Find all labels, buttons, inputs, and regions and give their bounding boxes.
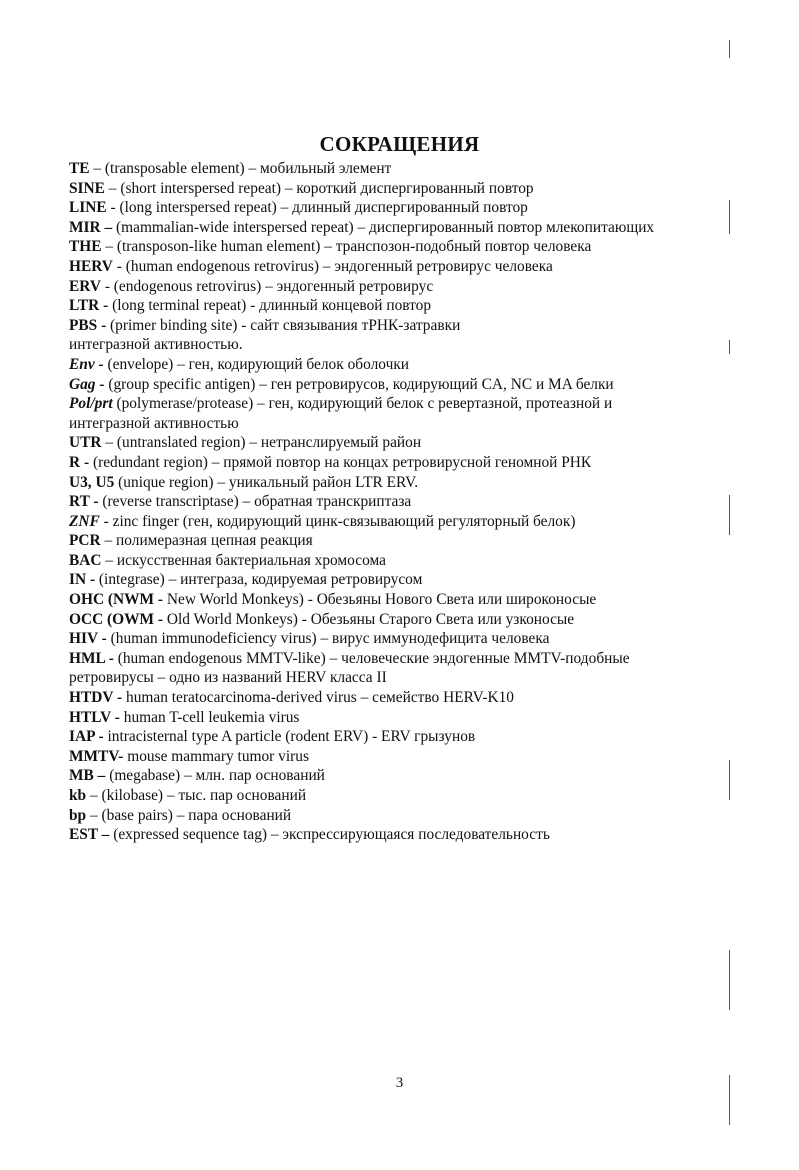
abbreviation-term: OCC (OWM - — [69, 610, 164, 628]
abbreviation-term: PBS - — [69, 316, 107, 334]
abbreviation-definition: (envelope) – ген, кодирующий белок оболочки — [103, 355, 410, 373]
abbreviation-definition: – (base pairs) – пара оснований — [86, 806, 292, 824]
abbreviation-term: MMTV- — [69, 747, 124, 765]
abbreviation-term: EST – — [69, 826, 110, 844]
abbreviation-definition: – (transposable element) – мобильный элемент — [89, 160, 392, 177]
abbreviation-entry — [69, 375, 729, 395]
abbreviation-entry — [69, 355, 729, 375]
abbreviation-definition: (group specific antigen) – ген ретровирусов, кодирующий CA, NC и MA белки — [104, 375, 614, 393]
abbreviation-term: R - — [69, 453, 90, 471]
abbreviation-entry — [69, 159, 729, 179]
abbreviation-term: RT - — [69, 493, 99, 511]
scan-edge-mark — [729, 760, 730, 800]
abbreviation-definition: (human immunodeficiency virus) – вирус иммунодефицита человека — [106, 630, 550, 648]
abbreviation-definition: (megabase) – млн. пар оснований — [105, 767, 325, 785]
abbreviation-entry — [69, 316, 729, 336]
abbreviation-entry — [69, 473, 729, 493]
abbreviation-entry — [69, 433, 729, 453]
abbreviation-definition: (primer binding site) - сайт связывания тРНК-затравки — [106, 316, 461, 334]
abbreviation-definition: – искусственная бактериальная хромосома — [101, 551, 386, 569]
abbreviation-definition: – (kilobase) – тыс. пар оснований — [86, 787, 307, 804]
abbreviation-entry — [69, 296, 729, 316]
abbreviation-term: PCR — [69, 532, 101, 550]
abbreviation-entry — [69, 708, 729, 728]
abbreviation-definition: (long terminal repeat) - длинный концевой повтор — [108, 297, 432, 315]
page-number: 3 — [395, 1075, 404, 1091]
scan-edge-mark — [729, 495, 730, 535]
abbreviation-definition: (unique region) – уникальный район LTR ERV. — [114, 473, 419, 491]
abbreviation-term: ERV — [69, 277, 101, 295]
abbreviation-definition: – (short interspersed repeat) – короткий диспергированный повтор — [104, 179, 534, 197]
abbreviation-entry — [69, 786, 729, 806]
abbreviation-term: IAP - — [69, 728, 104, 746]
abbreviation-term: U3, U5 — [69, 473, 115, 491]
abbreviation-entry — [69, 179, 729, 199]
abbreviation-entry — [69, 394, 729, 414]
abbreviation-entry — [69, 257, 729, 277]
abbreviation-term: LTR - — [69, 297, 109, 315]
abbreviation-definition: human teratocarcinoma-derived virus – семейство HERV-K10 — [122, 689, 514, 707]
abbreviation-entry — [69, 277, 729, 297]
scan-edge-mark — [729, 950, 730, 1010]
scan-edge-mark — [729, 40, 730, 58]
abbreviation-entry — [69, 649, 729, 669]
abbreviation-entry — [69, 629, 729, 649]
abbreviation-term: Env - — [69, 355, 104, 373]
abbreviation-entry — [69, 414, 729, 434]
abbreviation-entry — [69, 335, 729, 355]
abbreviation-definition: - (long interspersed repeat) – длинный диспергированный повтор — [106, 199, 528, 217]
abbreviation-term: HML - — [69, 649, 114, 667]
abbreviation-definition: mouse mammary tumor virus — [123, 747, 309, 765]
abbreviation-definition: (mammalian-wide interspersed repeat) – диспергированный повтор млекопитающих — [112, 218, 655, 236]
abbreviation-definition: human T-cell leukemia virus — [119, 708, 300, 726]
abbreviation-definition: intracisternal type A particle (rodent ERV) - ERV грызунов — [103, 728, 476, 746]
abbreviation-entry — [69, 453, 729, 473]
abbreviation-term: kb — [69, 787, 87, 804]
scan-edge-mark — [729, 340, 730, 354]
abbreviation-entry — [69, 512, 729, 532]
abbreviation-term: ZNF — [69, 512, 100, 530]
scan-edge-mark — [729, 1075, 730, 1125]
abbreviation-definition: - (human endogenous retrovirus) – эндогенный ретровирус человека — [112, 257, 553, 275]
abbreviation-term: OHC (NWM - — [69, 591, 164, 609]
abbreviation-definition: - zinc finger (ген, кодирующий цинк-связывающий регуляторный белок) — [99, 512, 576, 530]
abbreviation-definition: (reverse transcriptase) – обратная транскриптаза — [98, 493, 412, 511]
abbreviation-definition: – (untranslated region) – нетранслируемый район — [101, 434, 422, 452]
abbreviation-definition: интегразной активностью. — [69, 336, 243, 354]
abbreviation-term: SINE — [69, 179, 105, 197]
abbreviation-definition: (integrase) – интеграза, кодируемая ретровирусом — [95, 571, 423, 589]
abbreviation-term: HIV - — [69, 630, 107, 648]
abbreviation-term: IN - — [69, 571, 96, 589]
abbreviation-term: MIR – — [69, 218, 113, 236]
abbreviation-entry — [69, 727, 729, 747]
abbreviation-definition: (expressed sequence tag) – экспрессирующаяся последовательность — [109, 826, 550, 844]
abbreviation-definition: (polymerase/protease) – ген, кодирующий белок с ревертазной, протеазной и — [112, 395, 613, 413]
abbreviation-entry — [69, 766, 729, 786]
abbreviation-term: LINE — [69, 199, 107, 217]
abbreviation-entry — [69, 688, 729, 708]
abbreviation-term: HTDV - — [69, 689, 123, 707]
abbreviation-definition: New World Monkeys) - Обезьяны Нового Света или широконосые — [163, 591, 597, 609]
abbreviation-term: UTR — [69, 434, 102, 452]
abbreviation-entry — [69, 570, 729, 590]
abbreviation-entry — [69, 610, 729, 630]
abbreviation-term: bp — [69, 806, 87, 824]
page-title: СОКРАЩЕНИЯ — [319, 132, 480, 156]
abbreviation-term: THE — [69, 238, 102, 256]
abbreviation-entry — [69, 825, 729, 845]
abbreviation-entry — [69, 668, 729, 688]
abbreviation-entry — [69, 237, 729, 257]
abbreviation-term: HERV — [69, 257, 113, 275]
abbreviation-definition: (redundant region) – прямой повтор на концах ретровирусной геномной РНК — [89, 453, 592, 471]
abbreviation-term: Gag - — [69, 375, 105, 393]
abbreviation-definition: Old World Monkeys) - Обезьяны Старого Света или узконосые — [163, 610, 575, 628]
abbreviation-entry — [69, 806, 729, 826]
scan-edge-mark — [729, 200, 730, 234]
abbreviation-entry — [69, 218, 729, 238]
abbreviation-list — [69, 159, 729, 845]
abbreviation-term: Pol/prt — [69, 395, 113, 413]
abbreviation-term: BAC — [69, 551, 102, 569]
abbreviation-definition: – полимеразная цепная реакция — [100, 532, 313, 550]
abbreviation-definition: - (endogenous retrovirus) – эндогенный ретровирус — [100, 277, 434, 295]
abbreviation-term: MB – — [69, 767, 106, 785]
abbreviation-definition: – (transposon-like human element) – транспозон-подобный повтор человека — [101, 238, 592, 256]
abbreviation-definition: ретровирусы – одно из названий HERV класса II — [69, 669, 387, 687]
abbreviation-entry — [69, 531, 729, 551]
abbreviation-entry — [69, 747, 729, 767]
abbreviation-entry — [69, 551, 729, 571]
abbreviation-entry — [69, 198, 729, 218]
abbreviation-definition: (human endogenous MMTV-like) – человеческие эндогенные MMTV-подобные — [113, 649, 630, 667]
abbreviation-definition: интегразной активностью — [69, 414, 239, 432]
abbreviation-term: TE — [69, 160, 90, 177]
abbreviation-term: HTLV - — [69, 708, 120, 726]
abbreviation-entry — [69, 492, 729, 512]
abbreviation-entry — [69, 590, 729, 610]
